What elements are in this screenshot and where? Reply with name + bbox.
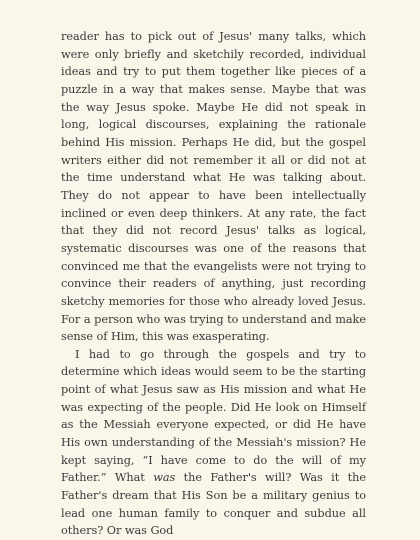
paragraph-gospels xyxy=(61,346,366,540)
paragraph-continued: reader has to pick out of Jesus' many talks, which were only briefly and sketchily recorded, individual ideas and try to put them together like pieces of a puzzle in a way that makes sense. Maybe that was the way Jesus spoke. Maybe He did not speak in long, logical discourses, explaining the rationale behind His mission. Perhaps He did, but the gospel writers either did not remember it all or did not at the time understand what He was talking about. They do not appear to have been intellectually inclined or even deep thinkers. At any rate, the fact that they did not record Jesus' talks as logical, systematic discourses was one of the reasons that convinced me that the evangelists were not trying to convince their readers of anything, just recording sketchy memories for those who already loved Jesus. For a person who was trying to understand and make sense of Him, this was exasperating. xyxy=(61,30,366,344)
paragraph-text-after-emphasis: the Father's will? Was it the Father's dream that His Son be a military genius to lead one human family to conquer and subdue all others? Or was God xyxy=(61,471,366,538)
emphasis-was: was xyxy=(153,471,176,485)
paragraph-text-before-emphasis: I had to go through the gospels and try to determine which ideas would seem to be the starting point of what Jesus saw as His mission and what He was expecting of the people. Did He look on Himself as the Messiah everyone expected, or did He have His own understanding of the Messiah's mission? He kept saying, “I have come to do the will of my Father.” What xyxy=(61,347,366,485)
